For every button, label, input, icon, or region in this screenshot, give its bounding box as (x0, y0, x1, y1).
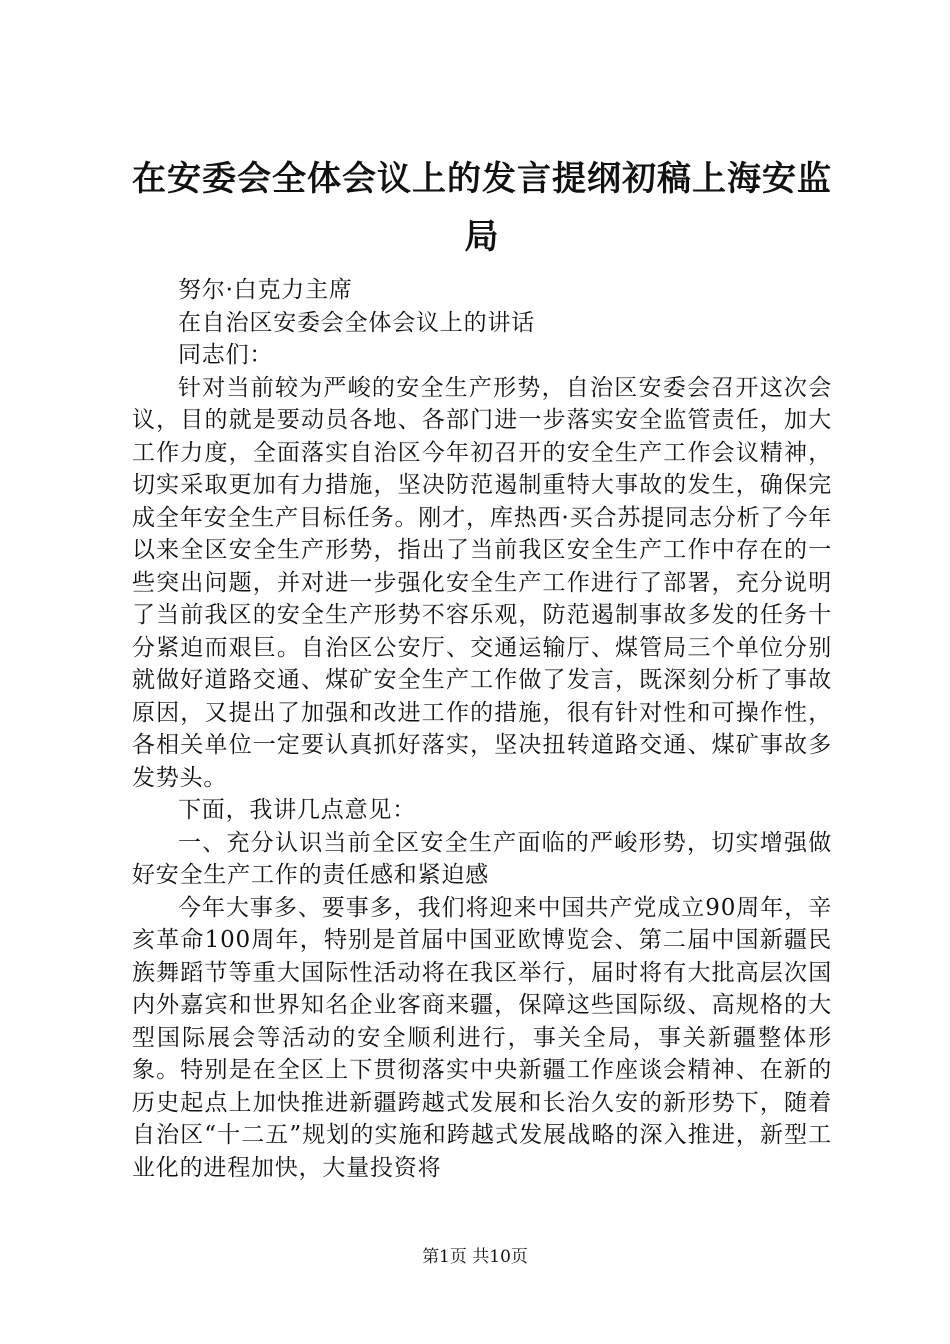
document-body (132, 274, 832, 1184)
salutation: 同志们： (178, 342, 274, 368)
body-paragraph: 针对当前较为严峻的安全生产形势，自治区安委会召开这次会议，目的就是要动员各地、各部门进一步落实安全监管责任，加大工作力度，全面落实自治区今年初召开的安全生产工作会议精神，切实采取更加有力措施，坚决防范遏制重特大事故的发生，确保完成全年安全生产目标任务。刚才，库热西·买合苏提同志分析了今年以来全区安全生产形势，指出了当前我区安全生产工作中存在的一些突出问题，并对进一步强化安全生产工作进行了部署，充分说明了当前我区的安全生产形势不容乐观，防范遏制事故多发的任务十分紧迫而艰巨。自治区公安厅、交通运输厅、煤管局三个单位分别就做好道路交通、煤矿安全生产工作做了发言，既深刻分析了事故原因，又提出了加强和改进工作的措施，很有针对性和可操作性，各相关单位一定要认真抓好落实，坚决扭转道路交通、煤矿事故多发势头。 (132, 374, 832, 791)
section-heading: 一、充分认识当前全区安全生产面临的严峻形势，切实增强做好安全生产工作的责任感和紧迫感 (132, 829, 832, 888)
salutation-speaker: 努尔·白克力主席 (178, 277, 353, 303)
speech-occasion: 在自治区安委会全体会议上的讲话 (178, 309, 535, 336)
body-paragraph: 今年大事多、要事多，我们将迎来中国共产党成立90周年，辛亥革命100周年，特别是首届中国亚欧博览会、第二届中国新疆民族舞蹈节等重大国际性活动将在我区举行，届时将有大批高层次国内外嘉宾和世界知名企业客商来疆，保障这些国际级、高规格的大型国际展会等活动的安全顺利进行，事关全局，事关新疆整体形象。特别是在全区上下贯彻落实中央新疆工作座谈会精神、在新的历史起点上加快推进新疆跨越式发展和长治久安的新形势下，随着自治区“十二五”规划的实施和跨越式发展战略的深入推进，新型工业化的进程加快，大量投资将 (132, 894, 832, 1181)
document-page (132, 150, 832, 1184)
body-paragraph: 下面，我讲几点意见： (178, 797, 416, 823)
page-footer: 第1页 共10页 (422, 1247, 528, 1267)
document-title: 在安委会全体会议上的发言提纲初稿上海安监局 (132, 159, 832, 257)
